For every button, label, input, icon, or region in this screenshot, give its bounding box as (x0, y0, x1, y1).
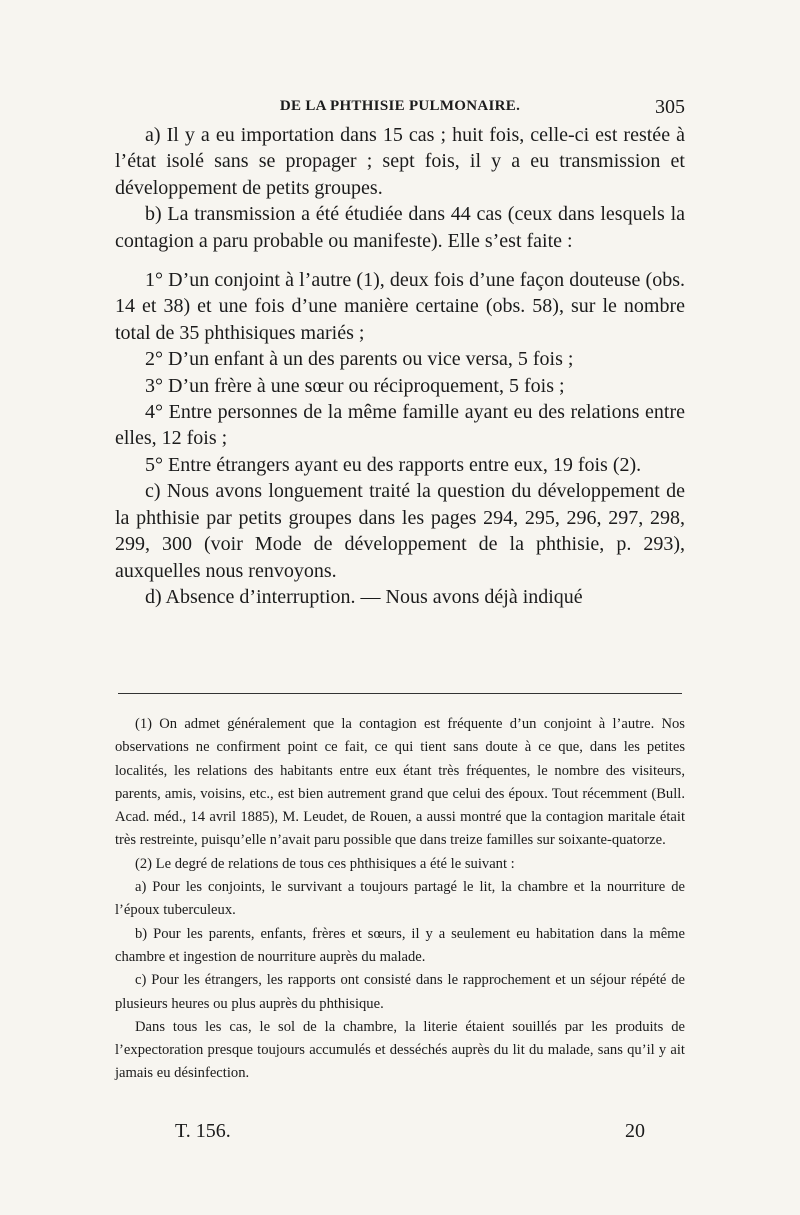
list-item-1: 1° D’un conjoint à l’autre (1), deux fois d’une façon douteuse (obs. 14 et 38) et une fois d’une manière certaine (obs. 58), sur le nombre total de 35 phthisiques mariés ; (115, 269, 685, 344)
list-item-2: 2° D’un enfant à un des parents ou vice versa, 5 fois ; (145, 348, 574, 371)
footnote-2d: Dans tous les cas, le sol de la chambre, la literie étaient souillés par les produits de l’expectoration presque toujours accumulés et desséchés auprès du lit du malade, sans qu’il y ait jamais eu désinfection. (115, 1018, 685, 1082)
footnote-2b: b) Pour les parents, enfants, frères et sœurs, il y a seulement eu habitation dans la même chambre et ingestion de nourriture auprès du malade. (115, 925, 685, 965)
page-footer (175, 1120, 645, 1150)
running-head: DE LA PHTHISIE PULMONAIRE. (279, 98, 521, 114)
paragraph-c: c) Nous avons longuement traité la question du développement de la phthisie par petits groupes dans les pages 294, 295, 296, 297, 298, 299, 300 (voir Mode de développement de la phthisie, p. 293), auxquelles nous renvoyons. (115, 480, 685, 582)
footnote-divider (118, 693, 682, 694)
page-header (115, 96, 685, 122)
page-number: 305 (655, 96, 685, 118)
paragraph-d: d) Absence d’interruption. — Nous avons déjà indiqué (145, 585, 583, 608)
footnote-2a: a) Pour les conjoints, le survivant a toujours partagé le lit, la chambre et la nourriture de l’époux tuberculeux. (115, 879, 685, 919)
signature-mark: T. 156. (175, 1120, 231, 1142)
list-item-5: 5° Entre étrangers ayant eu des rapports entre eux, 19 fois (2). (145, 453, 642, 476)
footnote-2: (2) Le degré de relations de tous ces phthisiques a été le suivant : (135, 855, 515, 872)
footnote-2c: c) Pour les étrangers, les rapports ont consisté dans le rapprochement et un séjour répété de plusieurs heures ou plus auprès du phthisique. (115, 972, 685, 1012)
sheet-number: 20 (625, 1120, 645, 1142)
paragraph-a: a) Il y a eu importation dans 15 cas ; huit fois, celle-ci est restée à l’état isolé sans se propager ; sept fois, il y a eu transmission et développement de petits groupes. (115, 124, 685, 199)
footnote-1: (1) On admet généralement que la contagion est fréquente d’un conjoint à l’autre. Nos observations ne confirment point ce fait, ce qui tient sans doute à ce que, dans les petites localités, les relations des habitants entre eux étant très fréquentes, le nombre des visiteurs, parents, amis, voisins, etc., est bien autrement grand que celui des époux. Tout récemment (Bull. Acad. méd., 14 avril 1885), M. Leudet, de Rouen, a aussi montré que la contagion maritale était très restreinte, puisqu’elle n’avait paru possible que dans treize familles sur soixante-quatorze. (115, 716, 685, 849)
footnotes (115, 713, 685, 1086)
list-item-4: 4° Entre personnes de la même famille ayant eu des relations entre elles, 12 fois ; (115, 401, 685, 450)
list-item-3: 3° D’un frère à une sœur ou réciproquement, 5 fois ; (145, 374, 565, 397)
paragraph-b: b) La transmission a été étudiée dans 44 cas (ceux dans lesquels la contagion a paru probable ou manifeste). Elle s’est faite : (115, 203, 685, 252)
main-text (115, 122, 685, 610)
